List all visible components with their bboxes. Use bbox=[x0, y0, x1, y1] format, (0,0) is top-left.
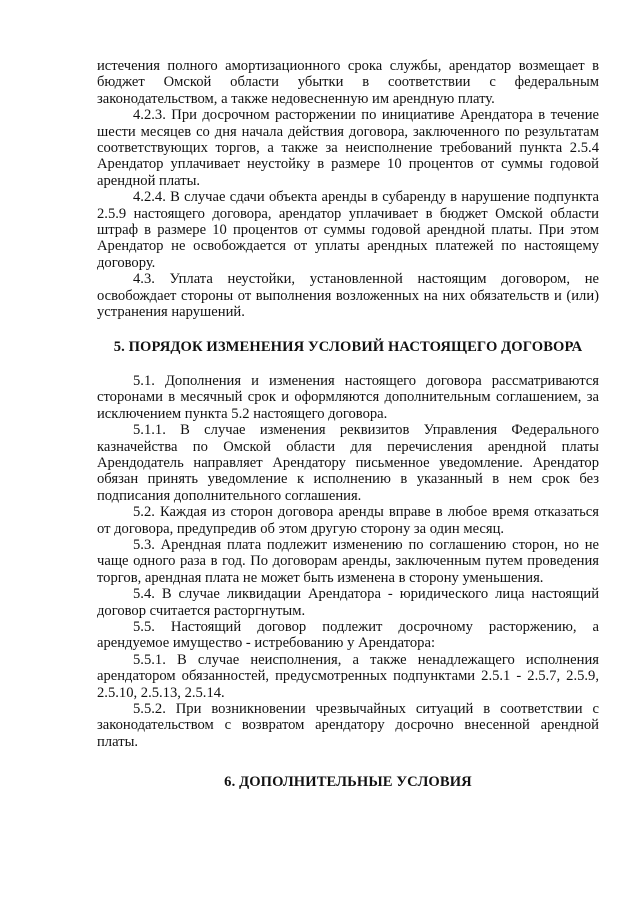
section-5-heading: 5. ПОРЯДОК ИЗМЕНЕНИЯ УСЛОВИЙ НАСТОЯЩЕГО ДОГОВОРА bbox=[113, 338, 583, 355]
section-6-heading: 6. ДОПОЛНИТЕЛЬНЫЕ УСЛОВИЯ bbox=[224, 774, 472, 791]
spacer bbox=[97, 321, 599, 339]
paragraph-5-5-2: 5.5.2. При возникновении чрезвычайных ситуаций в соответствии с законодательством с возвратом арендатору досрочно внесенной арендной платы. bbox=[97, 701, 599, 750]
paragraph-4-2-3: 4.2.3. При досрочном расторжении по инициативе Арендатора в течение шести месяцев со дня начала действия договора, заключенного по результатам соответствующих торгов, а также за неисполнение требований пункта 2.5.4 Арендатор уплачивает неустойку в размере 10 процентов от суммы годовой арендной платы. bbox=[97, 107, 599, 189]
spacer bbox=[97, 750, 599, 774]
paragraph-5-2: 5.2. Каждая из сторон договора аренды вправе в любое время отказаться от договора, предупредив об этом другую сторону за один месяц. bbox=[97, 504, 599, 537]
document-page bbox=[97, 58, 599, 791]
paragraph-4-2-4: 4.2.4. В случае сдачи объекта аренды в субаренду в нарушение подпункта 2.5.9 настоящего договора, арендатор уплачивает в бюджет Омской области штраф в размере 10 процентов от суммы годовой арендной платы. При этом Арендатор не освобождается от уплаты арендных платежей по настоящему договору. bbox=[97, 189, 599, 271]
spacer bbox=[97, 355, 599, 373]
paragraph-5-4: 5.4. В случае ликвидации Арендатора - юридического лица настоящий договор считается расторгнутым. bbox=[97, 586, 599, 619]
paragraph-5-5: 5.5. Настоящий договор подлежит досрочному расторжению, а арендуемое имущество - истребованию у Арендатора: bbox=[97, 619, 599, 652]
paragraph-4-2-2-continued: истечения полного амортизационного срока службы, арендатор возмещает в бюджет Омской области убытки в соответствии с федеральным законодательством, а также недовесненную им арендную плату. bbox=[97, 58, 599, 107]
paragraph-5-1: 5.1. Дополнения и изменения настоящего договора рассматриваются сторонами в месячный срок и оформляются дополнительным соглашением, за исключением пункта 5.2 настоящего договора. bbox=[97, 372, 599, 422]
paragraph-4-3: 4.3. Уплата неустойки, установленной настоящим договором, не освобождает стороны от выполнения возложенных на них обязательств и (или) устранения нарушений. bbox=[97, 271, 599, 321]
paragraph-5-5-1: 5.5.1. В случае неисполнения, а также ненадлежащего исполнения арендатором обязанностей, предусмотренных подпунктами 2.5.1 - 2.5.7, 2.5.9, 2.5.10, 2.5.13, 2.5.14. bbox=[97, 651, 599, 701]
paragraph-5-1-1: 5.1.1. В случае изменения реквизитов Управления Федерального казначейства по Омской области для перечисления арендной платы Арендодатель направляет Арендатору письменное уведомление. Арендатор обязан принять уведомление к исполнению в указанный в нем срок без подписания дополнительного соглашения. bbox=[97, 422, 599, 504]
paragraph-5-3: 5.3. Арендная плата подлежит изменению по соглашению сторон, но не чаще одного раза в год. По договорам аренды, заключенным путем проведения торгов, арендная плата не может быть изменена в сторону уменьшения. bbox=[97, 536, 599, 586]
